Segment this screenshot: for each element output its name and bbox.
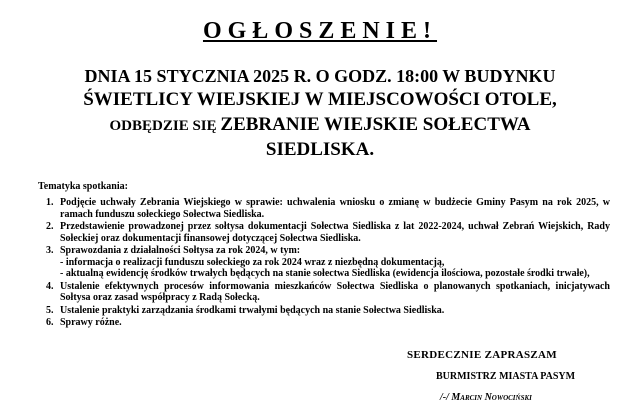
agenda-item-2 <box>46 221 610 244</box>
agenda-text: Podjęcie uchwały Zebrania Wiejskiego w sprawie: uchwalenia wniosku o zmianę w budżecie Gminy Pasym na rok 2025, w ramach funduszu sołeckiego Sołectwa Siedliska. <box>60 197 610 220</box>
headline-line-2: ŚWIETLICY WIEJSKIEJ W MIEJSCOWOŚCI OTOLE, <box>83 89 557 110</box>
signature-prefix: /-/ <box>440 392 452 403</box>
agenda-item-5 <box>46 305 610 317</box>
agenda-number: 5. <box>46 304 54 316</box>
notice-title: OGŁOSZENIE! <box>202 18 438 44</box>
signer-title: BURMISTRZ MIASTA PASYM <box>436 371 576 382</box>
headline <box>40 64 600 162</box>
agenda-number: 6. <box>46 317 54 328</box>
agenda-text: Sprawy różne. <box>60 317 122 328</box>
headline-line-3-main: ZEBRANIE WIEJSKIE SOŁECTWA <box>220 114 531 135</box>
agenda-item-3 <box>46 245 610 280</box>
headline-line-1: DNIA 15 STYCZNIA 2025 R. O GODZ. 18:00 W BUDYNKU <box>84 66 556 86</box>
headline-line-3 <box>40 112 600 138</box>
agenda-text: Przedstawienie prowadzonej przez sołtysa dokumentacji Sołectwa Siedliska z lat 2022-2024, uchwał Zebrań Wiejskich, Rady Sołeckiej oraz dokumentacji finansowej dotyczącej Sołectwa Siedliska. <box>60 221 610 244</box>
agenda-number: 3. <box>46 245 54 256</box>
agenda-text: Ustalenie praktyki zarządzania środkami trwałymi będących na stanie Sołectwa Siedliska. <box>60 304 445 316</box>
agenda-text: Sprawozdania z działalności Sołtysa za rok 2024, w tym: <box>60 245 301 256</box>
signature-name: Marcin Nowociński <box>451 392 532 403</box>
agenda-subitem-1: - informacja o realizacji funduszu sołeckiego za rok 2024 wraz z niezbędną dokumentacją, <box>60 256 445 268</box>
signature <box>440 392 532 403</box>
headline-line-4: SIEDLISKA. <box>265 139 375 160</box>
agenda-item-4 <box>46 281 610 304</box>
agenda-subitem-2: - aktualną ewidencję środków trwałych będących na stanie sołectwa Siedliska (ewidencja ilościowa, pozostałe środki trwałe), <box>60 268 590 279</box>
agenda-number: 4. <box>46 280 54 292</box>
agenda-number: 2. <box>46 221 54 232</box>
topics-label: Tematyka spotkania: <box>38 181 128 192</box>
invitation-text: SERDECZNIE ZAPRASZAM <box>407 349 557 361</box>
agenda-item-1 <box>46 197 610 220</box>
headline-line-3-prefix: ODBĘDZIE SIĘ <box>109 118 221 134</box>
agenda-number: 1. <box>46 197 54 208</box>
agenda-list <box>46 197 610 330</box>
agenda-item-6 <box>46 317 610 329</box>
agenda-text: Ustalenie efektywnych procesów informowania mieszkańców Sołectwa Siedliska o planowanych spotkaniach, inicjatywach Sołtysa oraz zasad współpracy z Radą Sołecką. <box>60 280 610 303</box>
